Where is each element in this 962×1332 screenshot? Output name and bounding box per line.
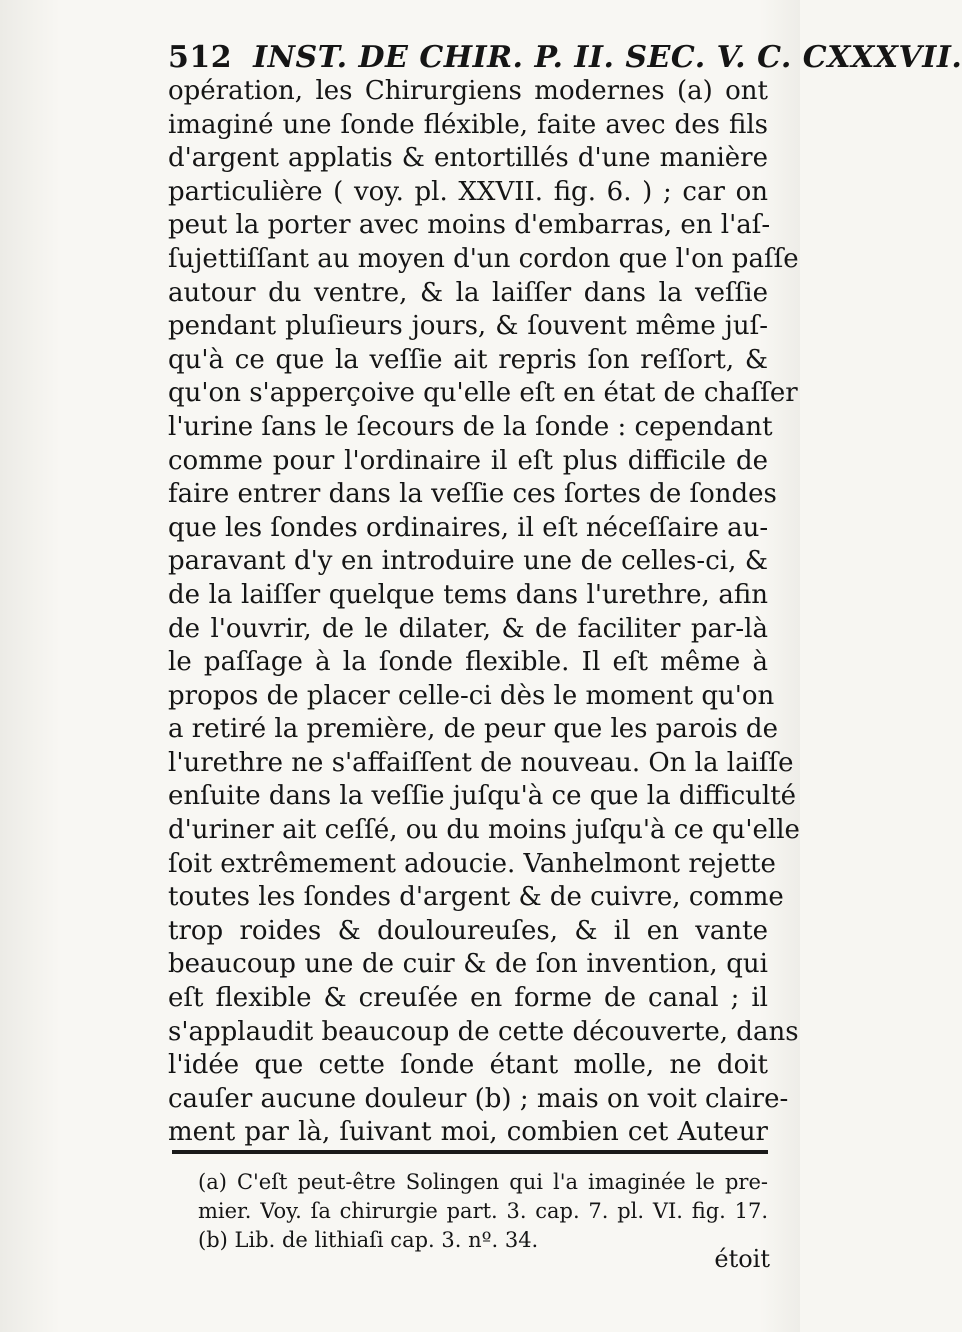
text-line: d'argent applatis & entortillés d'une manière	[168, 143, 768, 174]
body-text	[168, 75, 800, 1150]
text-line: s'applaudit beaucoup de cette découverte, dans	[168, 1016, 799, 1047]
text-line: toutes les ſondes d'argent & de cuivre, comme	[168, 882, 784, 913]
text-line: faire entrer dans la veſſie ces ſortes de ſondes	[168, 479, 777, 510]
text-line: enſuite dans la veſſie juſqu'à ce que la difficulté	[168, 781, 797, 812]
text-line: eſt flexible & creuſée en forme de canal ; il	[168, 983, 768, 1014]
text-line: ment par là, ſuivant moi, combien cet Auteur	[168, 1117, 768, 1148]
text-line: peut la porter avec moins d'embarras, en l'aſ-	[168, 210, 771, 241]
text-line: propos de placer celle-ci dès le moment qu'on	[168, 680, 775, 711]
text-line: opération, les Chirurgiens modernes (a) ont	[168, 76, 768, 106]
text-line: pendant pluſieurs jours, & ſouvent même juſ-	[168, 311, 768, 342]
text-line: qu'on s'apperçoive qu'elle eſt en état de chaſſer	[168, 378, 798, 409]
page-number: 512	[168, 40, 233, 75]
text-line: l'urethre ne s'affaiſſent de nouveau. On la laiſſe	[168, 747, 794, 778]
text-line: imaginé une ſonde fléxible, faite avec des fils	[168, 109, 768, 140]
text-line: de l'ouvrir, de le dilater, & de faciliter par-là	[168, 613, 768, 644]
text-line: le paſſage à la ſonde flexible. Il eſt même à	[168, 647, 768, 678]
text-line: qu'à ce que la veſſie ait repris ſon reſſort, &	[168, 344, 768, 375]
footnote-rule	[172, 1150, 768, 1154]
text-line: l'idée que cette ſonde étant molle, ne doit	[168, 1050, 768, 1081]
text-line: particulière ( voy. pl. XXVII. fig. 6. ) ; car on	[168, 176, 768, 207]
text-line: beaucoup une de cuir & de ſon invention, qui	[168, 949, 768, 980]
text-line: cauſer aucune douleur (b) ; mais on voit claire-	[168, 1083, 789, 1114]
text-line: que les ſondes ordinaires, il eſt néceſſaire au-	[168, 512, 769, 543]
text-line: comme pour l'ordinaire il eſt plus difficile de	[168, 445, 768, 476]
running-header	[168, 40, 962, 75]
footnote-line: (b) Lib. de lithiaſi cap. 3. nº. 34.	[198, 1228, 539, 1252]
text-line: ſoit extrêmement adoucie. Vanhelmont rejette	[168, 848, 776, 879]
footnote-line: (a) C'eſt peut-être Solingen qui l'a imaginée le pre-	[198, 1170, 768, 1194]
footnote-line: mier. Voy. ſa chirurgie part. 3. cap. 7. pl. VI. fig. 17.	[198, 1199, 768, 1223]
text-line: ſujettiſſant au moyen d'un cordon que l'on paſſe	[168, 243, 799, 274]
footnotes	[198, 1168, 768, 1255]
text-line: de la laiſſer quelque tems dans l'urethre, afin	[168, 579, 768, 610]
text-line: paravant d'y en introduire une de celles-ci, &	[168, 546, 768, 577]
running-title: INST. DE CHIR. P. II. SEC. V. C. CXXXVII.	[253, 40, 962, 75]
text-line: trop roides & douloureuſes, & il en vante	[168, 915, 768, 946]
text-line: l'urine ſans le ſecours de la ſonde : cependant	[168, 411, 773, 442]
text-line: autour du ventre, & la laiſſer dans la veſſie	[168, 277, 768, 308]
catchword: étoit	[714, 1245, 770, 1273]
text-line: a retiré la première, de peur que les parois de	[168, 714, 778, 745]
text-line: d'uriner ait ceſſé, ou du moins juſqu'à ce qu'elle	[168, 815, 800, 846]
